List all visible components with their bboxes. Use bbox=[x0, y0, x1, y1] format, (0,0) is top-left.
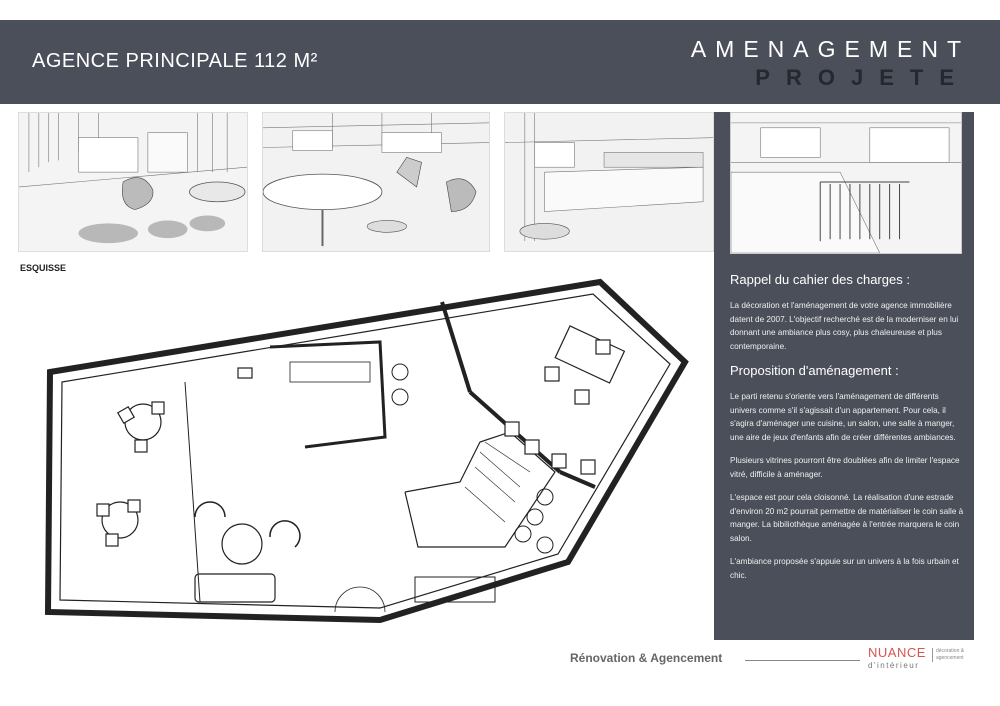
logo-side-text: décoration & agencement bbox=[932, 648, 972, 662]
header-subtitle bbox=[691, 36, 970, 91]
footer-tagline: Rénovation & Agencement bbox=[570, 651, 723, 665]
esquisse-label: ESQUISSE bbox=[20, 263, 67, 273]
sketch-image-1 bbox=[18, 112, 248, 252]
floor-plan bbox=[40, 272, 710, 637]
paragraph-proposition-1: Le parti retenu s'oriente vers l'aménagement de différents univers comme s'il s'agissait d'un appartement. Pour cela, il s'agira d'aménager une cuisine, un salon, une salle à manger, une aire de jeux d'enfants afin de créer différentes ambiances. bbox=[730, 392, 956, 442]
info-panel bbox=[714, 112, 974, 640]
page-title: AGENCE PRINCIPALE 112 M² bbox=[32, 50, 318, 72]
paragraph-proposition-4: L'ambiance proposée s'appuie sur un univers à la fois urbain et chic. bbox=[730, 557, 959, 580]
header-banner bbox=[0, 20, 1000, 104]
heading-cahier-des-charges: Rappel du cahier des charges : bbox=[730, 272, 910, 287]
sketch-image-2 bbox=[262, 112, 490, 252]
paragraph-proposition-3: L'espace est pour cela cloisonné. La réalisation d'une estrade d'environ 20 m2 pourrait permettre de matérialiser le coin salle à manger. La bibiliothèque aménagée à l'entrée marquera le coin salon. bbox=[730, 493, 964, 543]
logo-name: NUANCE bbox=[868, 645, 926, 660]
header-line-amenagement: AMENAGEMENT bbox=[690, 36, 970, 62]
heading-proposition: Proposition d'aménagement : bbox=[730, 363, 899, 378]
logo-subtitle: d'intérieur bbox=[868, 661, 920, 670]
panel-text bbox=[730, 272, 966, 592]
company-logo bbox=[868, 645, 926, 670]
paragraph-cahier: La décoration et l'aménagement de votre agence immobilière datent de 2007. L'objectif recherché est de la moderniser en lui donnant une ambiance plus cosy, plus chaleureuse et plus contemporaine. bbox=[730, 301, 959, 351]
sketch-image-4 bbox=[730, 112, 962, 254]
header-line-projete: PROJETE bbox=[755, 65, 970, 90]
paragraph-proposition-2: Plusieurs vitrines pourront être doublées afin de limiter l'espace vitré, difficile à aménager. bbox=[730, 456, 960, 479]
footer-divider bbox=[745, 660, 860, 661]
sketch-image-3 bbox=[504, 112, 714, 252]
